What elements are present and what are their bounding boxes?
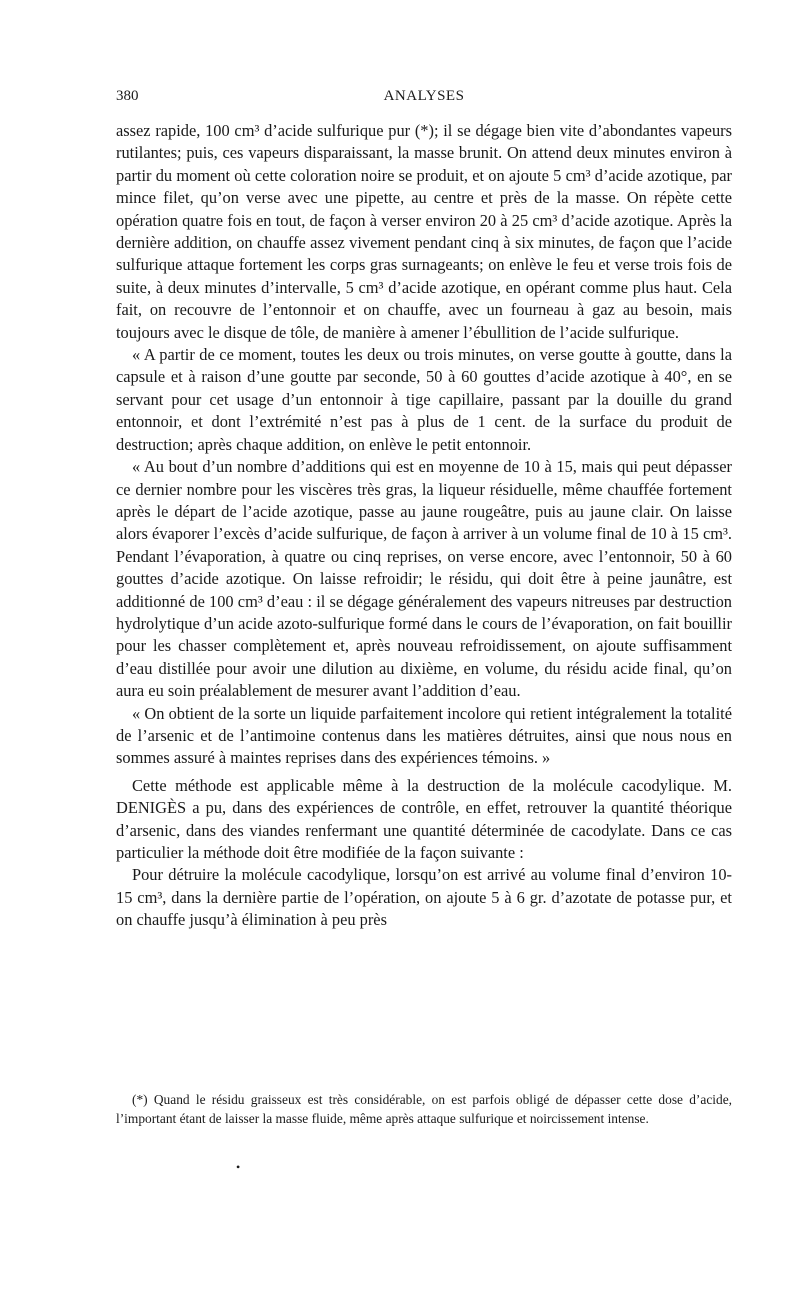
paragraph-quote-1: « A partir de ce moment, toutes les deux ou trois minutes, on verse goutte à goutte, dans la capsule et à raison d’une goutte par seconde, 50 à 60 gouttes d’acide azotique à 40°, en se servant pour cet usage d’un entonnoir à tige capillaire, passant par la douille du grand entonnoir, et dont l’extrémité n’est pas à plus de 1 cent. de la surface du produit de destruction; après chaque addition, on enlève le petit entonnoir. bbox=[116, 345, 732, 454]
page-header bbox=[116, 88, 732, 108]
body-text bbox=[116, 120, 732, 932]
footnote-text: (*) Quand le résidu graisseux est très considérable, on est parfois obligé de dépasser cette dose d’acide, l’important étant de laisser la masse fluide, même après attaque sulfurique et noircissement intense. bbox=[116, 1092, 732, 1126]
page-number: 380 bbox=[116, 88, 139, 104]
paragraph-cacodylate: Cette méthode est applicable même à la destruction de la molécule cacodylique. M. DENIGÈS a pu, dans des expériences de contrôle, en effet, retrouver la quantité théorique d’arsenic, dans des viandes renfermant une quantité déterminée de cacodylate. Dans ce cas particulier la méthode doit être modifiée de la façon suivante : bbox=[116, 775, 732, 862]
paragraph-quote-2: « Au bout d’un nombre d’additions qui est en moyenne de 10 à 15, mais qui peut dépasser ce dernier nombre pour les viscères très gras, la liqueur résiduelle, même chauffée fortement après le départ de l’acide azotique, passe au jaune rougeâtre, puis au jaune clair. On laisse alors évaporer l’excès d’acide sulfurique, de façon à arriver à un volume final de 10 à 15 cm³. Pendant l’évaporation, à quatre ou cinq reprises, on verse encore, avec l’entonnoir, 50 à 60 gouttes d’acide azotique. On laisse refroidir; le résidu, qui doit être à peine jaunâtre, est additionné de 100 cm³ d’eau : il se dégage généralement des vapeurs nitreuses par destruction hydrolytique d’un acide azoto-sulfurique formé dans le cours de l’évaporation, on fait bouillir pour les chasser complètement et, après nouveau refroidissement, on ajoute suffisamment d’eau distillée pour avoir une dilution au dixième, en volume, du résidu acide final, qu’on aura eu soin préalablement de mesurer avant l’addition d’eau. bbox=[116, 457, 732, 701]
paragraph-destruction: Pour détruire la molécule cacodylique, lorsqu’on est arrivé au volume final d’environ 10-15 cm³, dans la dernière partie de l’opération, on ajoute 5 à 6 gr. d’azotate de potasse pur, et on chauffe jusqu’à élimination à peu près bbox=[116, 865, 732, 930]
paragraph-continuation: assez rapide, 100 cm³ d’acide sulfurique pur (*); il se dégage bien vite d’abondantes vapeurs rutilantes; puis, ces vapeurs disparaissant, la masse brunit. On attend deux minutes environ à partir du moment où cette coloration noire se produit, et on ajoute 5 cm³ d’acide azotique, par mince filet, qu’on verse avec une pipette, au centre et près de la masse. On répète cette opération quatre fois en tout, de façon à verser environ 20 à 25 cm³ d’acide azotique. Après la dernière addition, on chauffe assez vivement pendant cinq à six minutes, de façon que l’acide sulfurique attaque fortement les corps gras surnageants; on enlève le feu et verse trois fois de suite, à deux minutes d’intervalle, 5 cm³ d’acide azotique, en opérant comme plus haut. Cela fait, on recouvre de l’entonnoir et on chauffe, avec un fourneau à gaz au besoin, mais toujours avec le disque de tôle, de manière à amener l’ébullition de l’acide sulfurique. bbox=[116, 121, 732, 342]
stray-mark: • bbox=[236, 1160, 241, 1174]
footnote bbox=[116, 1090, 732, 1128]
running-title: ANALYSES bbox=[383, 88, 465, 104]
paragraph-quote-3: « On obtient de la sorte un liquide parfaitement incolore qui retient intégralement la totalité de l’arsenic et de l’antimoine contenus dans les matières détruites, ainsi que nous nous en sommes assuré à maintes reprises dans des expériences témoins. » bbox=[116, 703, 732, 768]
